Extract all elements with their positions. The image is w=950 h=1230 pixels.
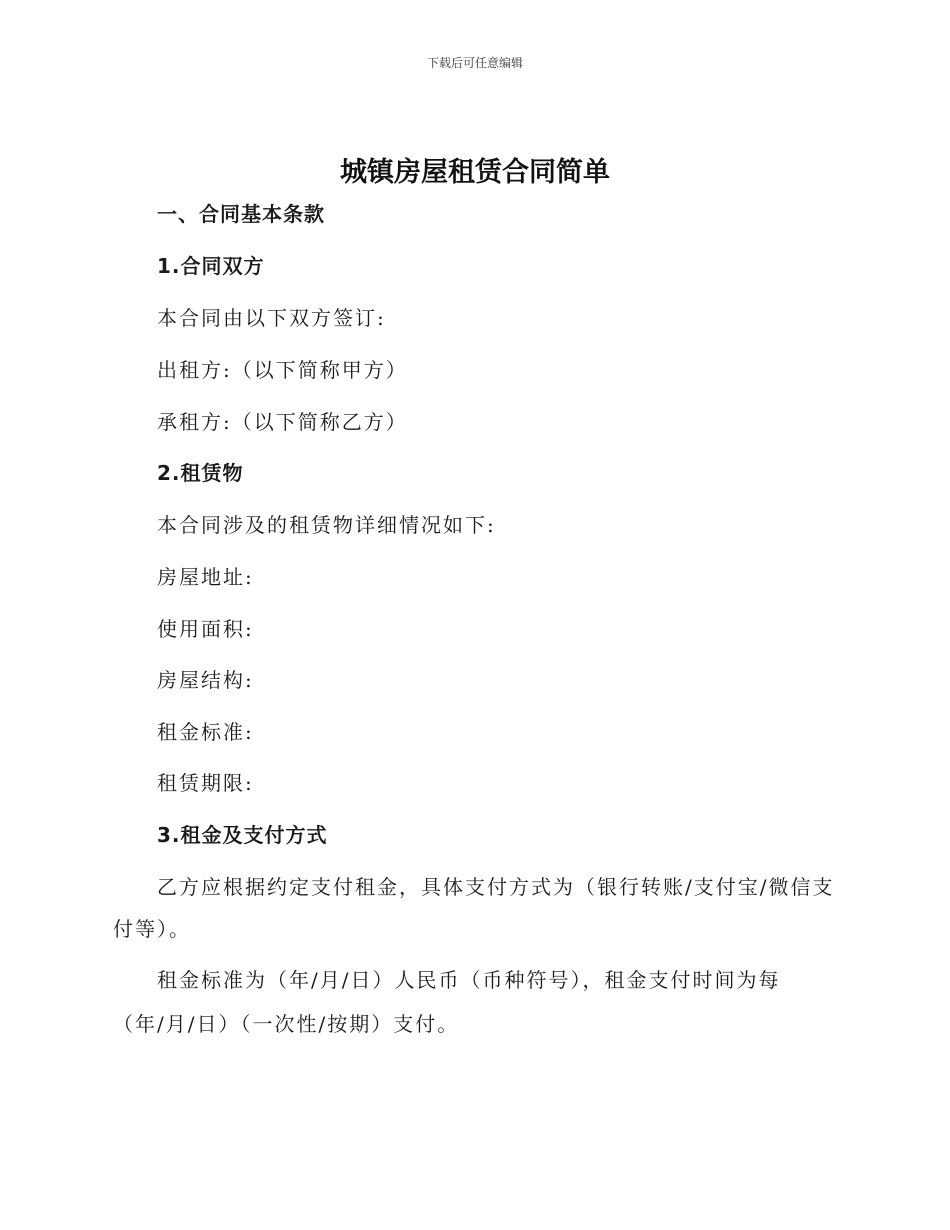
property-area: 使用面积:	[157, 617, 254, 641]
payment-paragraph-1-line-2: 付等）。	[113, 917, 191, 941]
lessor-line: 出租方:（以下简称甲方）	[157, 358, 408, 382]
subsection-heading-parties: 1.合同双方	[157, 254, 265, 278]
parties-intro: 本合同由以下双方签订:	[157, 306, 386, 330]
property-intro: 本合同涉及的租赁物详细情况如下:	[157, 513, 496, 537]
header-note: 下载后可任意编辑	[426, 56, 523, 70]
document-title: 城镇房屋租赁合同简单	[340, 157, 610, 188]
section-heading: 一、合同基本条款	[157, 202, 325, 226]
property-structure: 房屋结构:	[157, 668, 254, 692]
subsection-heading-property: 2.租赁物	[157, 461, 244, 485]
subsection-heading-payment: 3.租金及支付方式	[157, 823, 328, 847]
property-rent-standard: 租金标准:	[157, 720, 254, 744]
payment-paragraph-1-line-1: 乙方应根据约定支付租金，具体支付方式为（银行转账/支付宝/微信支	[157, 875, 835, 899]
payment-paragraph-2-line-2: （年/月/日）（一次性/按期）支付。	[113, 1012, 460, 1036]
payment-paragraph-2-line-1: 租金标准为（年/月/日）人民币（币种符号），租金支付时间为每	[157, 968, 781, 992]
property-address: 房屋地址:	[157, 565, 254, 589]
lessee-line: 承租方:（以下简称乙方）	[157, 410, 408, 434]
property-term: 租赁期限:	[157, 771, 254, 795]
